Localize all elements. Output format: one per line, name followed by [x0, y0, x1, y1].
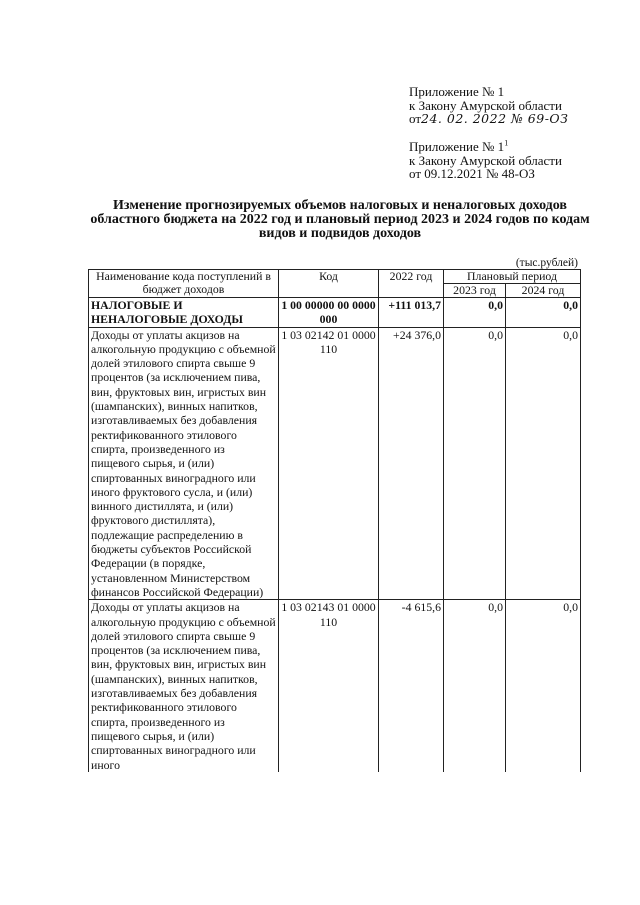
amended-annex-header: [409, 140, 562, 181]
header-2022: 2022 год: [379, 270, 444, 298]
row-value-2024: 0,0: [506, 327, 581, 600]
row-value-2022: +111 013,7: [379, 298, 444, 328]
amended-annex-date: от 09.12.2021 № 48-ОЗ: [409, 166, 535, 181]
row-value-2023: 0,0: [444, 298, 506, 328]
table-header-row: [89, 270, 581, 284]
annex-title: Приложение № 1: [409, 84, 505, 99]
annex-date-prefix: от: [409, 111, 422, 126]
table-row: [89, 600, 581, 772]
header-code: Код: [279, 270, 379, 298]
amended-annex-law: к Закону Амурской области: [409, 152, 562, 168]
table-row: [89, 298, 581, 328]
row-value-2022: +24 376,0: [379, 327, 444, 600]
row-value-2023: 0,0: [444, 327, 506, 600]
table-row: [89, 327, 581, 600]
handwritten-date-number: 24. 02. 2022 № 69-ОЗ: [421, 111, 569, 126]
annex-law: к Закону Амурской области: [409, 97, 562, 113]
row-value-2024: 0,0: [506, 600, 581, 772]
row-value-2023: 0,0: [444, 600, 506, 772]
row-code: 1 03 02142 01 0000 110: [279, 327, 379, 600]
header-2023: 2023 год: [444, 284, 506, 298]
revenue-table: [88, 269, 581, 772]
row-value-2022: -4 615,6: [379, 600, 444, 772]
document-title: Изменение прогнозируемых объемов налоговых и неналоговых доходов областного бюджета на 2022 год и плановый период 2023 и 2024 годов по кодам видов и подвидов доходов: [90, 198, 590, 241]
row-value-2024: 0,0: [506, 298, 581, 328]
amended-annex-title: Приложение № 1: [409, 139, 505, 154]
header-name: Наименование кода поступлений в бюджет доходов: [89, 270, 279, 298]
row-code: 1 00 00000 00 0000 000: [279, 298, 379, 328]
row-name: НАЛОГОВЫЕ И НЕНАЛОГОВЫЕ ДОХОДЫ: [89, 298, 279, 328]
row-code: 1 03 02143 01 0000 110: [279, 600, 379, 772]
units-note: (тыс.рублей): [515, 257, 578, 269]
amended-annex-title-line: [409, 140, 562, 154]
amended-annex-superscript: 1: [504, 138, 509, 148]
row-name: Доходы от уплаты акцизов на алкогольную продукцию с объемной долей этилового спирта свыше 9 процентов (за исключением пива, вин, фруктовых вин, игристых вин (шампанских), винных напитков, изготавливаемых без добавления ректификованного этилового спирта, произведенного из пищевого сырья, и (или) спиртованных виноградного или иного: [89, 600, 279, 772]
row-name: Доходы от уплаты акцизов на алкогольную продукцию с объемной долей этилового спирта свыше 9 процентов (за исключением пива, вин, фруктовых вин, игристых вин (шампанских), винных напитков, изготавливаемых без добавления ректификованного этилового спирта, произведенного из пищевого сырья, и (или) спиртованных виноградного или иного фруктового сусла, и (или) винного дистиллята, и (или) фруктового дистиллята), подлежащие распределению в бюджеты субъектов Российской Федерации (в порядке, установленном Министерством финансов Российской Федерации): [89, 327, 279, 600]
annex-header: [409, 85, 568, 126]
header-planned-period: Плановый период: [444, 270, 581, 284]
annex-date-line: [409, 112, 568, 126]
header-2024: 2024 год: [506, 284, 581, 298]
